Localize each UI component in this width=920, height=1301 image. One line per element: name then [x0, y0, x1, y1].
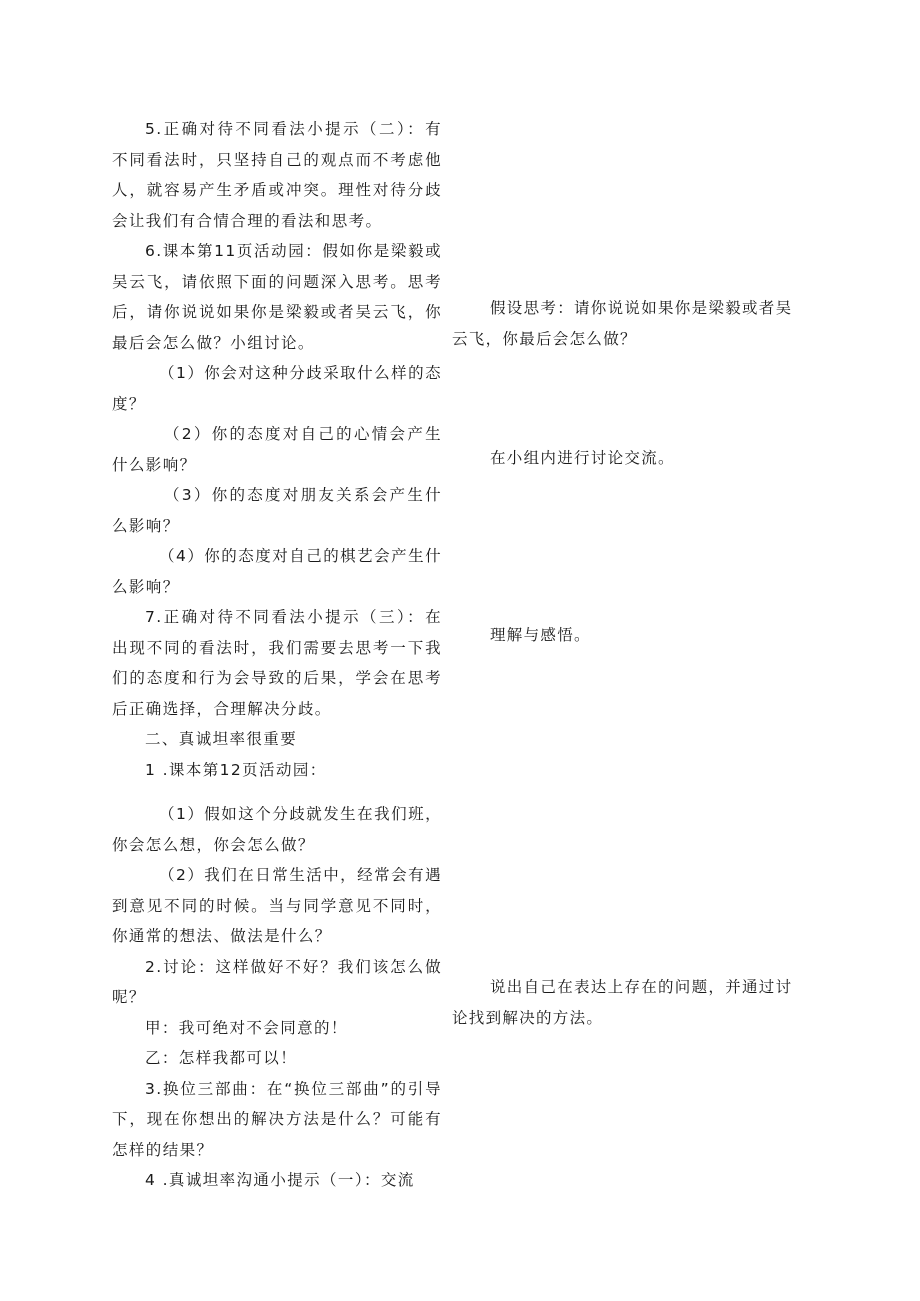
- left-column: [112, 114, 442, 1196]
- note-hypothesis: 假设思考：请你说说如果你是梁毅或者吴云飞，你最后会怎么做？: [452, 299, 793, 348]
- discussion-paragraph: 2.讨论：这样做好不好？我们该怎么做呢？: [112, 957, 442, 1006]
- note-understanding: 理解与感悟。: [490, 626, 591, 644]
- activity-question-1: （1）假如这个分歧就发生在我们班，你会怎么想，你会怎么做？: [112, 805, 442, 854]
- section-heading: 二、真诚坦率很重要: [145, 730, 298, 748]
- perspective-paragraph: 3.换位三部曲：在“换位三部曲”的引导下，现在你想出的解决方法是什么？可能有怎样的结果？: [112, 1079, 442, 1159]
- activity-p11-paragraph: 6.课本第11页活动园：假如你是梁毅或吴云飞，请依照下面的问题深入思考。思考后，请你说说如果你是梁毅或者吴云飞，你最后会怎么做？小组讨论。: [112, 242, 442, 352]
- note-group-discussion: 在小组内进行讨论交流。: [490, 449, 675, 467]
- tip-communication-paragraph: 4 .真诚坦率沟通小提示（一）：交流: [145, 1171, 415, 1189]
- question-2: （2）你的态度对自己的心情会产生什么影响？: [112, 425, 442, 474]
- tip-3-paragraph: 7.正确对待不同看法小提示（三）：在出现不同的看法时，我们需要去思考一下我们的态度和行为会导致的后果，学会在思考后正确选择，合理解决分歧。: [112, 608, 442, 718]
- dialogue-a: 甲：我可绝对不会同意的！: [145, 1018, 348, 1037]
- dialogue-b: 乙：怎样我都可以！: [145, 1049, 298, 1067]
- activity-p12-paragraph: 1 .课本第12页活动园：: [145, 760, 327, 779]
- tip-2-paragraph: 5.正确对待不同看法小提示（二）：有不同看法时，只坚持自己的观点而不考虑他人，就容易产生矛盾或冲突。理性对待分歧会让我们有合情合理的看法和思考。: [112, 120, 442, 230]
- question-3: （3）你的态度对朋友关系会产生什么影响？: [112, 486, 442, 535]
- note-expression-problems: 说出自己在表达上存在的问题，并通过讨论找到解决的方法。: [452, 978, 793, 1027]
- question-1: （1）你会对这种分歧采取什么样的态度？: [112, 364, 442, 413]
- spacer: [112, 785, 442, 799]
- question-4: （4）你的态度对自己的棋艺会产生什么影响？: [112, 547, 442, 596]
- activity-question-2: （2）我们在日常生活中，经常会有遇到意见不同的时候。当与同学意见不同时，你通常的想法、做法是什么？: [112, 866, 442, 945]
